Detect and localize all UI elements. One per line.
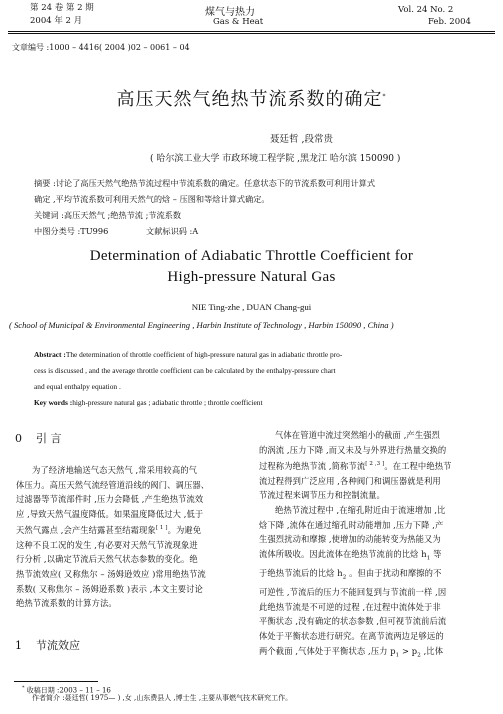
article-number: 文章编号 :1000 – 4416( 2004 )02 – 0061 – 04: [12, 43, 190, 52]
header-volume-en: Vol. 24 No. 2: [398, 5, 454, 15]
body-line: 过程称为绝热节流 ,简称节流[ 2 ,3 ]。在工程中绝热节: [259, 460, 452, 471]
footnote-mark: *: [22, 685, 25, 691]
body-line: 于绝热节流后的比焓 $h_2$ 。但由于扰动和摩擦的不: [259, 568, 442, 581]
abstract-en-label: Abstract :: [34, 350, 66, 359]
header-date-cn: 2004 年 2 月: [30, 16, 83, 26]
intro-line: 这种不良工况的发生 ,有必要对天然气节流现象进: [16, 539, 198, 550]
citation: [ 1 ]: [155, 525, 168, 532]
body-line: 绝热节流过程中 ,在缩孔附近由于流速增加 ,比: [275, 505, 446, 515]
keywords-en: Key words :high-pressure natural gas ; adiabatic throttle ; throttle coefficient: [34, 398, 263, 407]
throttle-paragraph-2: [259, 503, 495, 663]
footnote-line1: * 收稿日期 :2003 – 11 – 16: [22, 685, 111, 695]
body-line: 生强烈扰动和摩擦 ,使增加的动能转变为热能又为: [259, 534, 441, 545]
authors-cn: 聂廷哲 ,段常贵: [270, 134, 334, 145]
affiliation-en: ( School of Municipal & Environmental Engineering , Harbin Institute of Technology , Harbin 150090 , China ): [9, 320, 394, 330]
body-line: 的涡流 ,压力下降 ,而又未及与外界进行热量交换的: [259, 444, 447, 455]
citation: [ 2 ,3 ]: [365, 461, 385, 468]
subscript: 2: [417, 652, 421, 659]
body-line: 气体在管道中流过突然缩小的截面 ,产生强烈: [275, 430, 441, 440]
intro-paragraph: [16, 463, 248, 611]
abstract-cn-line2: 确定 ,平均节流系数可利用天然气的焓 – 压图和等焓计算式确定。: [34, 194, 270, 204]
abstract-en-line3: and equal enthalpy equation .: [34, 382, 121, 391]
throttle-paragraph-1: [259, 428, 495, 503]
intro-line: 体压力。高压天然气流经管道沿线的阀门、调压器、: [16, 479, 210, 490]
header-rule: [8, 31, 495, 32]
authors-en: NIE Ting-zhe , DUAN Chang-gui: [191, 302, 312, 312]
intro-line: 绝热节流系数的计算方法。: [16, 598, 117, 609]
intro-line: 系数( 又称焦尔 – 汤姆逊系数 )表示 ,本文主要讨论: [16, 583, 203, 594]
abstract-en-line2: cess is discussed , and the average throttle coefficient can be calculated by the enthalpy-pressure chart: [34, 366, 336, 375]
section1-number: 1: [15, 639, 22, 652]
abstract-cn-line1: 摘要 :讨论了高压天然气绝热节流过程中节流系数的确定。任意状态下的节流系数可利用计算式: [34, 178, 376, 188]
body-line: 焓下降 ,流体在通过缩孔时动能增加 ,压力下降 ,产: [259, 519, 444, 530]
header-journal-en: Gas & Heat: [213, 17, 264, 27]
intro-line: 热节流效应( 又称焦尔 – 汤姆逊效应 )常用绝热节流: [16, 568, 206, 579]
subscript: 2: [342, 574, 347, 581]
body-line: 两个截面 ,气体处于平衡状态 ,压力 $p_1 > p_2$ ,比体: [259, 645, 444, 659]
body-line: 平衡状态 ,没有确定的状态参数 ,但可视节流前后流: [259, 616, 447, 627]
header-volume-cn: 第 24 卷 第 2 期: [30, 3, 94, 13]
intro-line: 应 ,导致天然气温度降低。如果温度降低过大 ,低于: [16, 508, 204, 519]
intro-line: 为了经济地输送气态天然气 ,常采用较高的气: [32, 465, 198, 475]
body-line: 此绝热节流是不可逆的过程 ,在过程中流体处于非: [259, 601, 441, 612]
section0-title: 引 言: [36, 432, 62, 445]
intro-line: 天然气露点 ,会产生结露甚至结霜现象[ 1 ]。为避免: [16, 525, 202, 536]
body-line: 流体所吸收。因此流体在绝热节流前的比焓 $h_1$ 等: [259, 548, 442, 562]
title-cn: 高压天然气绝热节流系数的确定*: [116, 89, 387, 110]
keywords-cn: 关键词 :高压天然气 ;绝热节流 ;节流系数: [34, 210, 182, 220]
body-line: 节流过程来调节压力和控制流量。: [259, 490, 385, 501]
body-line: 可逆性 ,节流后的压力不能回复到与节流前一样 ,因: [259, 587, 447, 598]
title-note-mark: *: [382, 93, 387, 100]
header-date-en: Feb. 2004: [428, 17, 471, 27]
class-number: 中图分类号 :TU996: [34, 226, 109, 236]
header-journal-cn: 煤气与热力: [205, 7, 255, 18]
subscript: 1: [426, 555, 431, 562]
section0-number: 0: [15, 432, 22, 445]
abstract-en-line1: Abstract :The determination of throttle coefficient of high-pressure natural gas in adiabatic throttle pro-: [34, 350, 343, 359]
intro-line: 过滤器等节流部件时 ,压力会降低 ,产生绝热节流效: [16, 494, 204, 505]
footnote-line2: 作者简介 :聂廷哲( 1975— ) ,女 ,山东费县人 ,博士生 ,主要从事燃气技术研究工作。: [32, 694, 293, 702]
body-line: 体处于平衡状态进行研究。在离节流两边足够远的: [259, 631, 444, 642]
body-line: 流过程得到广泛应用 ,各种阀门和调压器就是利用: [259, 475, 441, 486]
title-en-line2: High-pressure Natural Gas: [167, 269, 336, 285]
header-rule-thin: [8, 33, 495, 34]
title-en-line1: Determination of Adiabatic Throttle Coefficient for: [89, 248, 414, 264]
affiliation-cn: ( 哈尔滨工业大学 市政环境工程学院 ,黑龙江 哈尔滨 150090 ): [150, 154, 401, 164]
document-code: 文献标识码 :A: [146, 226, 199, 236]
keywords-en-label: Key words :: [34, 398, 73, 407]
footnote-rule: [14, 681, 98, 682]
subscript: 1: [395, 652, 400, 659]
intro-line: 行分析 ,以确定节流后天然气状态参数的变化。绝: [16, 554, 198, 565]
section1-title: 节流效应: [36, 639, 80, 652]
